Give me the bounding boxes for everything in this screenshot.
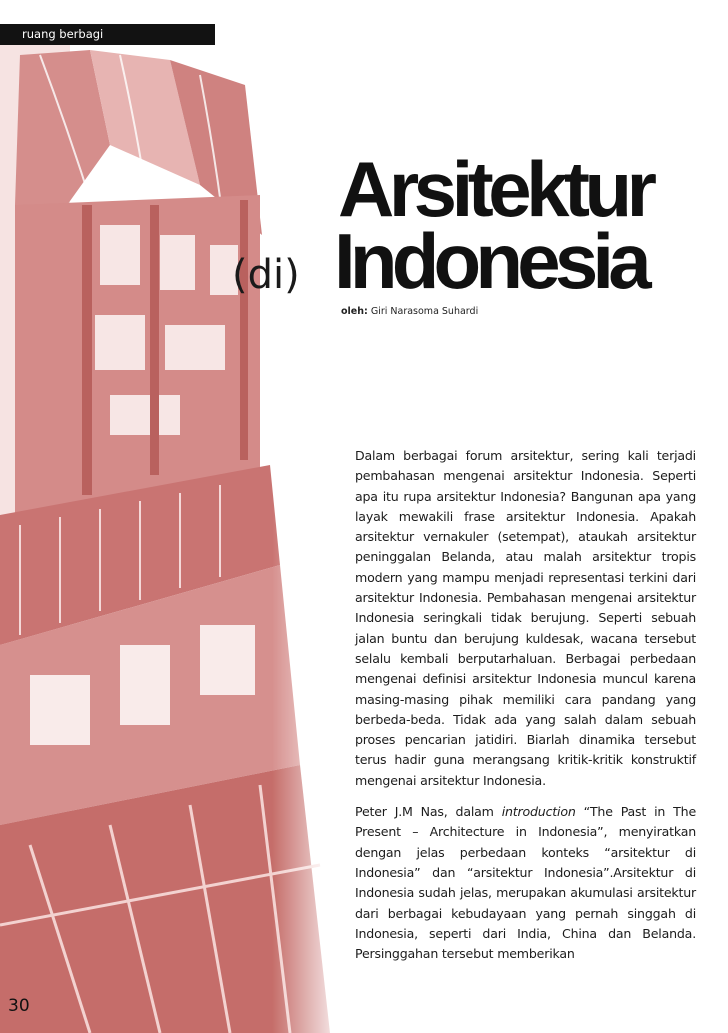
title-prefix <box>232 252 300 298</box>
article-body <box>355 446 696 975</box>
article-title-line2: Indonesia <box>334 217 646 305</box>
paragraph <box>355 802 696 964</box>
byline <box>341 306 478 317</box>
paragraph-text: Peter J.M Nas, dalam <box>355 804 502 820</box>
paragraph-italic: introduction <box>501 804 576 820</box>
section-label: ruang berbagi <box>0 24 215 45</box>
title-prefix-open: ( <box>232 252 248 298</box>
page-number: 30 <box>8 996 30 1016</box>
article-title: Arsitektur <box>338 145 652 233</box>
architecture-photo <box>0 45 340 1033</box>
byline-author: Giri Narasoma Suhardi <box>370 306 479 317</box>
paragraph: Dalam berbagai forum arsitektur, sering kali terjadi pembahasan mengenai arsitektur Indonesia. Seperti apa itu rupa arsitektur Indonesia? Bangunan apa yang layak mewakili frase arsitektur Indonesia. Apakah arsitektur vernakuler (setempat), ataukah arsitektur peninggalan Belanda, atau malah arsitektur tropis modern yang mampu menjadi representasi terkini dari arsitektur Indonesia. Pembahasan mengenai arsitektur Indonesia seringkali tidak berujung. Seperti sebuah jalan buntu dan berujung kuldesak, wacana tersebut selalu kembali berputarhaluan. Berbagai perbedaan mengenai definisi arsitektur Indonesia muncul karena masing-masing pihak memiliki cara pandang yang berbeda-beda. Tidak ada yang salah dalam sebuah proses pencarian jatidiri. Biarlah dinamika tersebut terus hadir guna merangsang kritik-kritik konstruktif mengenai arsitektur Indonesia. <box>355 448 696 788</box>
byline-label: oleh: <box>341 306 368 317</box>
paragraph-text: “The Past in The Present – Architecture in Indonesia”, menyiratkan dengan jelas perbedaan konteks “arsitektur di Indonesia” dan “arsitektur Indonesia”.Arsitektur di Indonesia sudah jelas, merupakan akumulasi arsitektur dari berbagai kebudayaan yang pernah singgah di Indonesia, seperti dari India, China dan Belanda. Persinggahan tersebut memberikan <box>355 804 696 962</box>
title-prefix-close: ) <box>284 252 300 298</box>
title-prefix-word: di <box>247 252 285 298</box>
